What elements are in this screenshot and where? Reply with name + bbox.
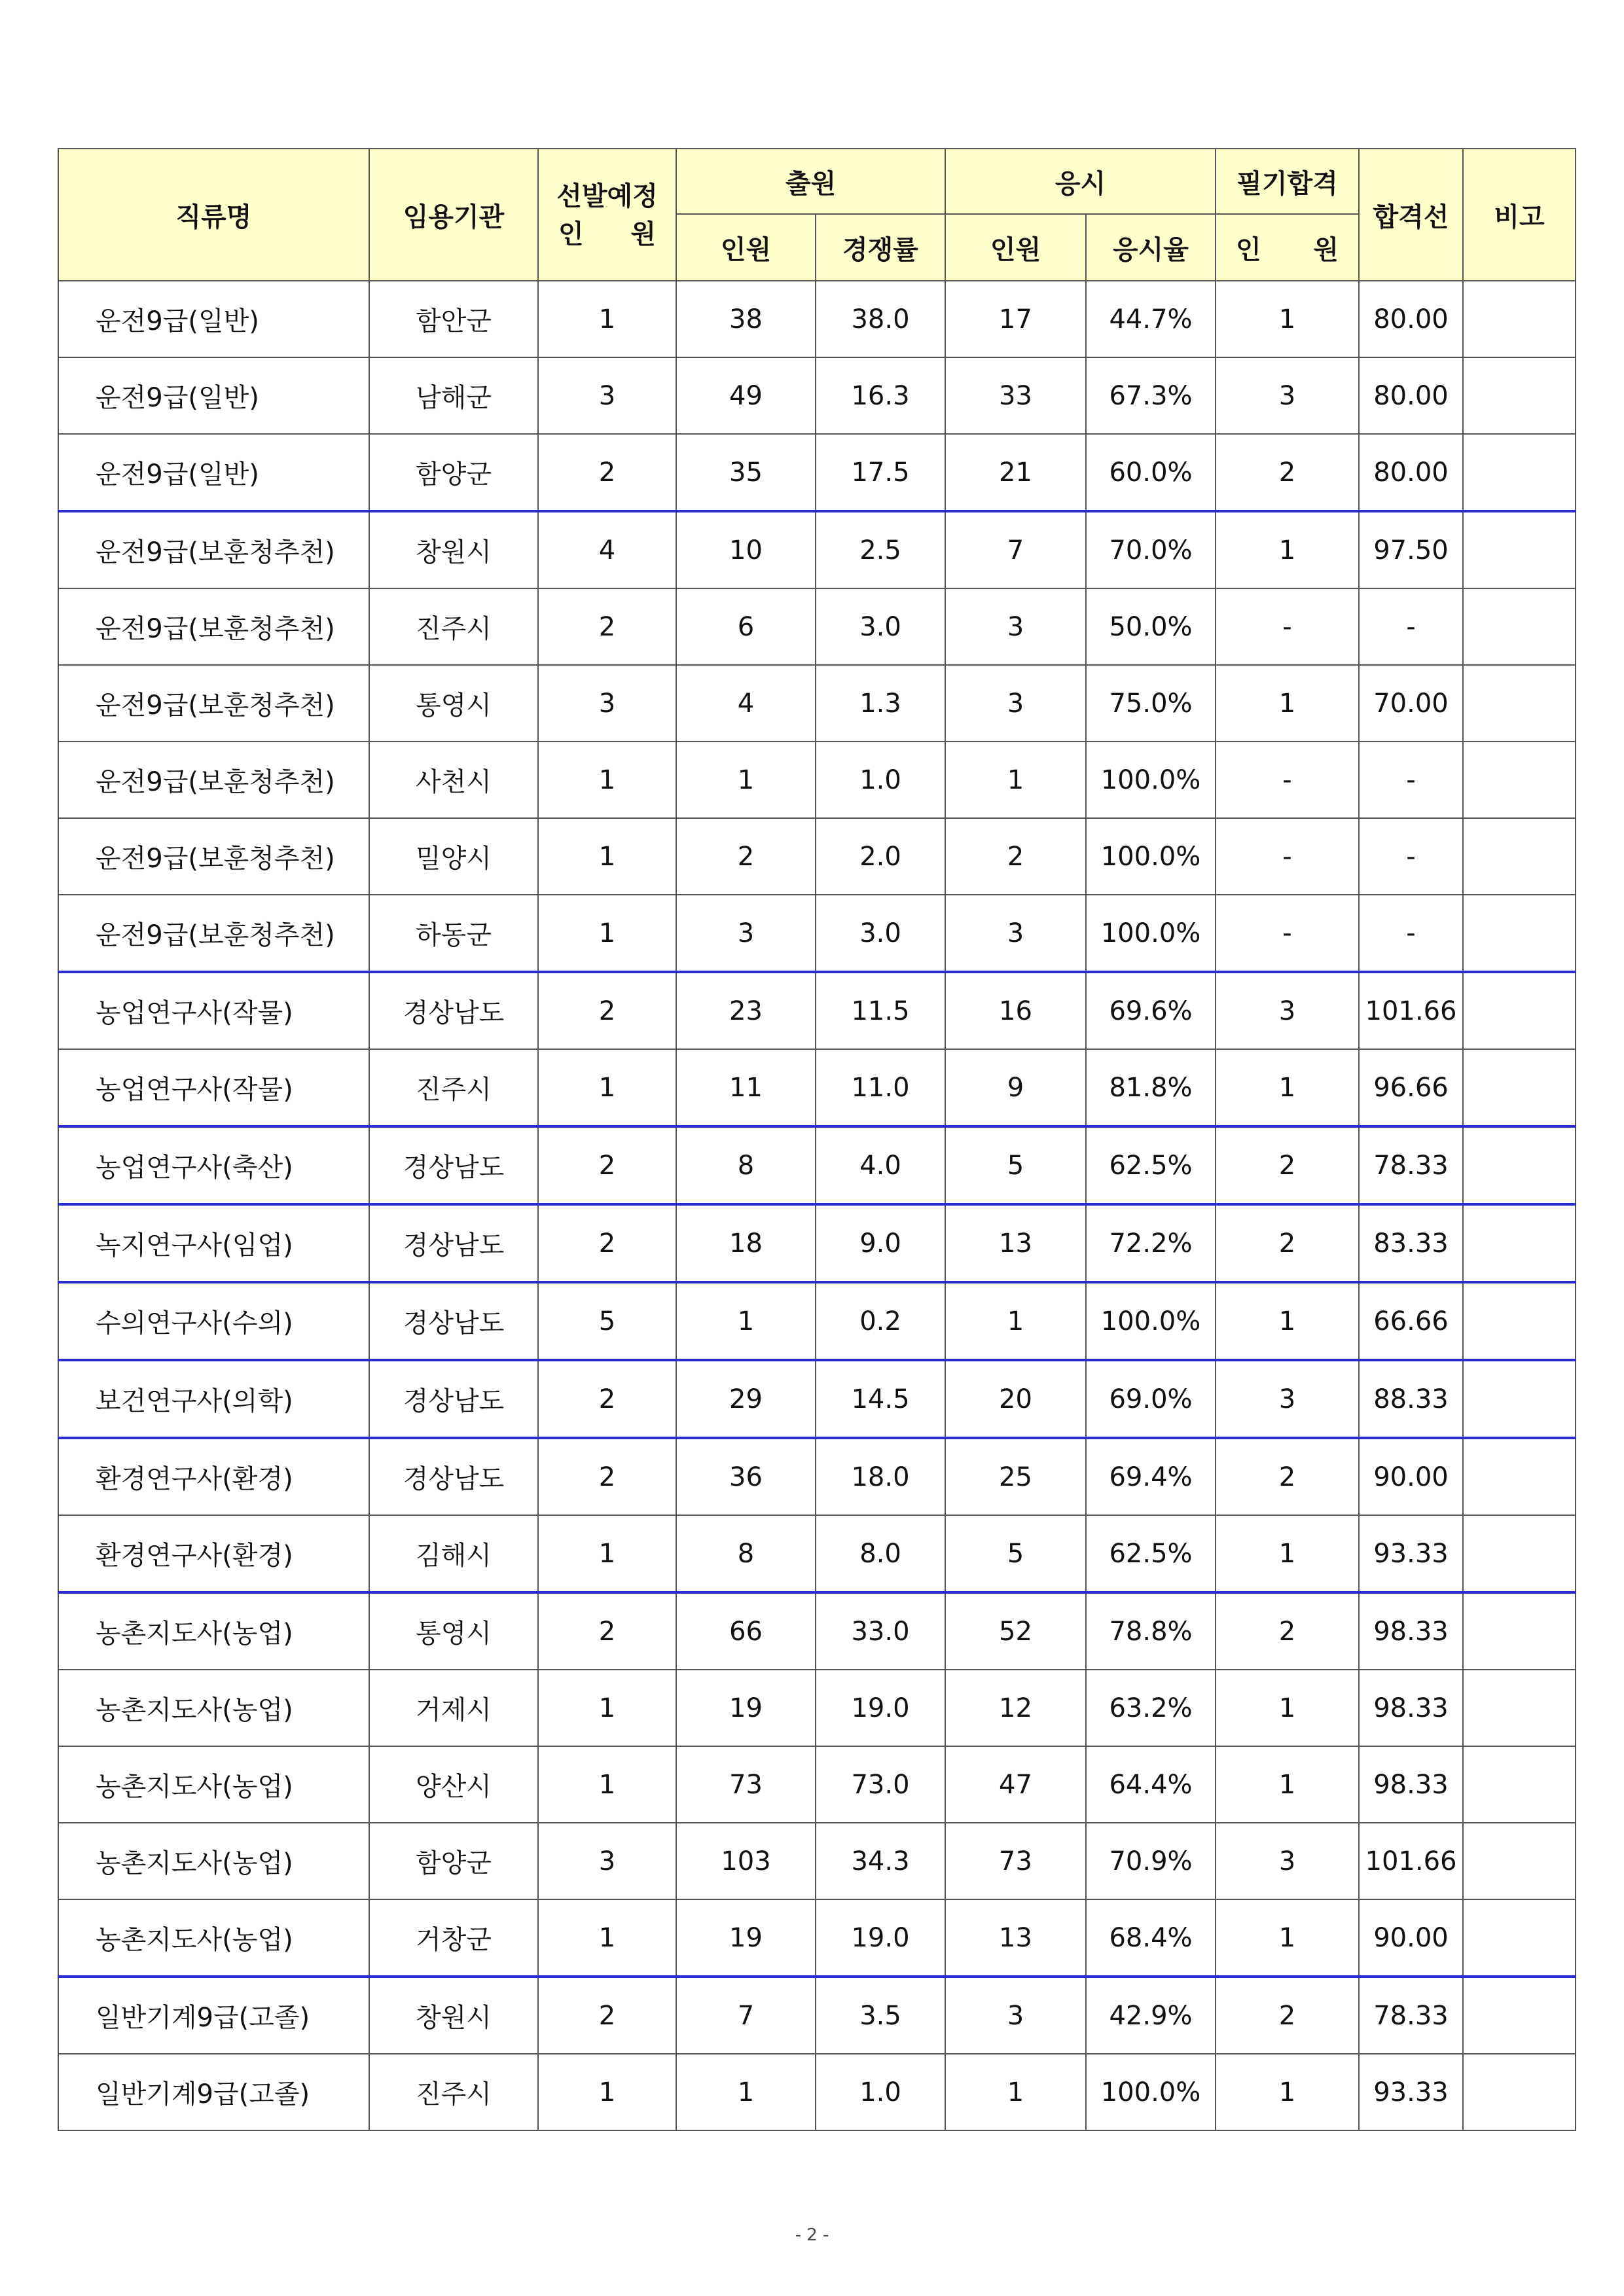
table-row xyxy=(58,1746,1576,1823)
cell-cutoff: 70.00 xyxy=(1359,665,1463,742)
cell-exam: 9 xyxy=(945,1049,1086,1126)
cell-agency: 경상남도 xyxy=(369,1204,538,1282)
cell-agency: 통영시 xyxy=(369,665,538,742)
cell-cutoff: 96.66 xyxy=(1359,1049,1463,1126)
table-row xyxy=(58,1823,1576,1899)
table-row xyxy=(58,1670,1576,1746)
cell-job: 녹지연구사(임업) xyxy=(58,1204,369,1282)
cell-exam: 47 xyxy=(945,1746,1086,1823)
cell-cutoff: - xyxy=(1359,588,1463,665)
cell-ratio: 17.5 xyxy=(816,434,945,511)
table-row xyxy=(58,511,1576,588)
cell-agency: 창원시 xyxy=(369,511,538,588)
cell-planned: 5 xyxy=(538,1282,676,1360)
header-applied: 출원 xyxy=(676,149,945,214)
cell-note xyxy=(1463,281,1576,357)
cell-cutoff: - xyxy=(1359,818,1463,895)
cell-applied: 6 xyxy=(676,588,816,665)
cell-applied: 36 xyxy=(676,1438,816,1515)
cell-ratio: 11.5 xyxy=(816,972,945,1049)
cell-exam: 20 xyxy=(945,1360,1086,1438)
cell-agency: 거창군 xyxy=(369,1899,538,1977)
header-written-pass: 필기합격 xyxy=(1216,149,1359,214)
cell-job: 운전9급(일반) xyxy=(58,281,369,357)
cell-note xyxy=(1463,1899,1576,1977)
cell-planned: 4 xyxy=(538,511,676,588)
cell-job: 보건연구사(의학) xyxy=(58,1360,369,1438)
cell-passed: 3 xyxy=(1216,357,1359,434)
header-applied-people: 인원 xyxy=(676,214,816,281)
cell-exam: 13 xyxy=(945,1899,1086,1977)
cell-ratio: 3.0 xyxy=(816,588,945,665)
cell-cutoff: 90.00 xyxy=(1359,1438,1463,1515)
cell-planned: 2 xyxy=(538,1438,676,1515)
cell-passed: - xyxy=(1216,895,1359,972)
cell-applied: 29 xyxy=(676,1360,816,1438)
cell-agency: 통영시 xyxy=(369,1592,538,1670)
page-number: - 2 - xyxy=(795,2225,829,2245)
table-row xyxy=(58,1438,1576,1515)
cell-applied: 8 xyxy=(676,1515,816,1592)
cell-note xyxy=(1463,588,1576,665)
cell-applied: 4 xyxy=(676,665,816,742)
table-row xyxy=(58,1977,1576,2054)
cell-rate: 50.0% xyxy=(1086,588,1216,665)
cell-cutoff: - xyxy=(1359,742,1463,818)
cell-rate: 78.8% xyxy=(1086,1592,1216,1670)
cell-agency: 진주시 xyxy=(369,2054,538,2130)
cell-passed: 2 xyxy=(1216,1438,1359,1515)
cell-planned: 1 xyxy=(538,742,676,818)
cell-job: 환경연구사(환경) xyxy=(58,1438,369,1515)
cell-cutoff: 97.50 xyxy=(1359,511,1463,588)
cell-passed: 1 xyxy=(1216,1049,1359,1126)
cell-passed: 1 xyxy=(1216,1282,1359,1360)
cell-cutoff: 90.00 xyxy=(1359,1899,1463,1977)
cell-cutoff: 80.00 xyxy=(1359,281,1463,357)
cell-note xyxy=(1463,511,1576,588)
cell-planned: 1 xyxy=(538,2054,676,2130)
table-row xyxy=(58,1592,1576,1670)
header-written-people xyxy=(1216,214,1359,281)
table-row xyxy=(58,1515,1576,1592)
header-planned xyxy=(538,149,676,281)
cell-note xyxy=(1463,1204,1576,1282)
cell-agency: 하동군 xyxy=(369,895,538,972)
cell-planned: 1 xyxy=(538,281,676,357)
cell-note xyxy=(1463,665,1576,742)
cell-cutoff: 80.00 xyxy=(1359,434,1463,511)
cell-passed: 1 xyxy=(1216,1515,1359,1592)
cell-passed: 1 xyxy=(1216,1746,1359,1823)
cell-rate: 62.5% xyxy=(1086,1515,1216,1592)
cell-planned: 1 xyxy=(538,1670,676,1746)
cell-job: 농촌지도사(농업) xyxy=(58,1899,369,1977)
header-planned-char-a: 인 xyxy=(558,219,584,249)
cell-ratio: 19.0 xyxy=(816,1670,945,1746)
cell-planned: 3 xyxy=(538,665,676,742)
cell-passed: - xyxy=(1216,742,1359,818)
cell-ratio: 73.0 xyxy=(816,1746,945,1823)
cell-note xyxy=(1463,1670,1576,1746)
cell-exam: 1 xyxy=(945,2054,1086,2130)
cell-planned: 1 xyxy=(538,1746,676,1823)
cell-cutoff: 78.33 xyxy=(1359,1126,1463,1204)
cell-note xyxy=(1463,1126,1576,1204)
cell-ratio: 16.3 xyxy=(816,357,945,434)
table-row xyxy=(58,281,1576,357)
cell-applied: 1 xyxy=(676,2054,816,2130)
cell-job: 농촌지도사(농업) xyxy=(58,1670,369,1746)
cell-applied: 11 xyxy=(676,1049,816,1126)
cell-ratio: 9.0 xyxy=(816,1204,945,1282)
table-row xyxy=(58,1282,1576,1360)
cell-ratio: 1.0 xyxy=(816,2054,945,2130)
cell-note xyxy=(1463,1438,1576,1515)
cell-ratio: 4.0 xyxy=(816,1126,945,1204)
cell-exam: 1 xyxy=(945,742,1086,818)
cell-rate: 62.5% xyxy=(1086,1126,1216,1204)
cell-cutoff: 101.66 xyxy=(1359,1823,1463,1899)
table-row xyxy=(58,972,1576,1049)
cell-exam: 1 xyxy=(945,1282,1086,1360)
cell-planned: 1 xyxy=(538,1049,676,1126)
cell-note xyxy=(1463,1592,1576,1670)
cell-ratio: 2.5 xyxy=(816,511,945,588)
cell-planned: 2 xyxy=(538,1977,676,2054)
cell-agency: 사천시 xyxy=(369,742,538,818)
cell-exam: 52 xyxy=(945,1592,1086,1670)
cell-exam: 5 xyxy=(945,1515,1086,1592)
cell-rate: 100.0% xyxy=(1086,742,1216,818)
cell-rate: 69.6% xyxy=(1086,972,1216,1049)
cell-exam: 7 xyxy=(945,511,1086,588)
table-row xyxy=(58,742,1576,818)
cell-applied: 19 xyxy=(676,1899,816,1977)
cell-applied: 8 xyxy=(676,1126,816,1204)
cell-cutoff: 93.33 xyxy=(1359,1515,1463,1592)
table-body xyxy=(58,281,1576,2130)
cell-rate: 100.0% xyxy=(1086,2054,1216,2130)
header-exam: 응시 xyxy=(945,149,1216,214)
cell-job: 농업연구사(작물) xyxy=(58,972,369,1049)
cell-ratio: 38.0 xyxy=(816,281,945,357)
cell-applied: 35 xyxy=(676,434,816,511)
cell-planned: 2 xyxy=(538,1360,676,1438)
cell-planned: 2 xyxy=(538,434,676,511)
cell-job: 농촌지도사(농업) xyxy=(58,1746,369,1823)
cell-agency: 김해시 xyxy=(369,1515,538,1592)
cell-exam: 13 xyxy=(945,1204,1086,1282)
cell-job: 운전9급(일반) xyxy=(58,434,369,511)
cell-note xyxy=(1463,1049,1576,1126)
cell-agency: 함양군 xyxy=(369,1823,538,1899)
cell-note xyxy=(1463,742,1576,818)
cell-ratio: 1.3 xyxy=(816,665,945,742)
cell-applied: 23 xyxy=(676,972,816,1049)
cell-rate: 100.0% xyxy=(1086,818,1216,895)
cell-applied: 19 xyxy=(676,1670,816,1746)
header-planned-line1: 선발예정 xyxy=(556,181,658,211)
cell-passed: 1 xyxy=(1216,665,1359,742)
cell-exam: 3 xyxy=(945,1977,1086,2054)
header-planned-char-b: 원 xyxy=(630,219,656,249)
cell-planned: 2 xyxy=(538,1204,676,1282)
cell-rate: 64.4% xyxy=(1086,1746,1216,1823)
cell-job: 운전9급(보훈청추천) xyxy=(58,665,369,742)
cell-cutoff: 98.33 xyxy=(1359,1670,1463,1746)
cell-agency: 진주시 xyxy=(369,1049,538,1126)
cell-exam: 17 xyxy=(945,281,1086,357)
cell-ratio: 0.2 xyxy=(816,1282,945,1360)
cell-exam: 5 xyxy=(945,1126,1086,1204)
cell-rate: 70.0% xyxy=(1086,511,1216,588)
cell-agency: 밀양시 xyxy=(369,818,538,895)
cell-cutoff: 83.33 xyxy=(1359,1204,1463,1282)
cell-passed: 2 xyxy=(1216,1592,1359,1670)
cell-agency: 경상남도 xyxy=(369,972,538,1049)
cell-planned: 2 xyxy=(538,972,676,1049)
cell-passed: 1 xyxy=(1216,2054,1359,2130)
cell-exam: 73 xyxy=(945,1823,1086,1899)
cell-agency: 경상남도 xyxy=(369,1360,538,1438)
header-agency: 임용기관 xyxy=(369,149,538,281)
cell-agency: 남해군 xyxy=(369,357,538,434)
cell-note xyxy=(1463,818,1576,895)
results-table xyxy=(58,148,1576,2131)
table-row xyxy=(58,1126,1576,1204)
cell-applied: 73 xyxy=(676,1746,816,1823)
cell-rate: 67.3% xyxy=(1086,357,1216,434)
cell-ratio: 1.0 xyxy=(816,742,945,818)
cell-applied: 10 xyxy=(676,511,816,588)
table-row xyxy=(58,1049,1576,1126)
cell-rate: 100.0% xyxy=(1086,1282,1216,1360)
cell-job: 운전9급(보훈청추천) xyxy=(58,742,369,818)
cell-job: 농업연구사(작물) xyxy=(58,1049,369,1126)
cell-note xyxy=(1463,2054,1576,2130)
cell-agency: 경상남도 xyxy=(369,1282,538,1360)
table-row xyxy=(58,357,1576,434)
cell-note xyxy=(1463,1360,1576,1438)
cell-ratio: 3.0 xyxy=(816,895,945,972)
cell-job: 농촌지도사(농업) xyxy=(58,1592,369,1670)
cell-rate: 69.0% xyxy=(1086,1360,1216,1438)
table-row xyxy=(58,1899,1576,1977)
cell-cutoff: 101.66 xyxy=(1359,972,1463,1049)
cell-exam: 25 xyxy=(945,1438,1086,1515)
table-row xyxy=(58,818,1576,895)
cell-passed: 2 xyxy=(1216,1977,1359,2054)
cell-exam: 3 xyxy=(945,588,1086,665)
cell-agency: 경상남도 xyxy=(369,1438,538,1515)
cell-job: 운전9급(보훈청추천) xyxy=(58,511,369,588)
cell-exam: 33 xyxy=(945,357,1086,434)
cell-rate: 72.2% xyxy=(1086,1204,1216,1282)
cell-agency: 경상남도 xyxy=(369,1126,538,1204)
header-written-char-b: 원 xyxy=(1313,234,1339,265)
cell-passed: 2 xyxy=(1216,1126,1359,1204)
cell-rate: 81.8% xyxy=(1086,1049,1216,1126)
cell-exam: 12 xyxy=(945,1670,1086,1746)
cell-ratio: 18.0 xyxy=(816,1438,945,1515)
cell-exam: 21 xyxy=(945,434,1086,511)
table-row xyxy=(58,1204,1576,1282)
cell-note xyxy=(1463,434,1576,511)
cell-job: 운전9급(보훈청추천) xyxy=(58,588,369,665)
cell-note xyxy=(1463,1746,1576,1823)
cell-passed: - xyxy=(1216,818,1359,895)
cell-job: 일반기계9급(고졸) xyxy=(58,2054,369,2130)
cell-note xyxy=(1463,1515,1576,1592)
table-header xyxy=(58,149,1576,281)
cell-passed: 2 xyxy=(1216,1204,1359,1282)
cell-planned: 3 xyxy=(538,357,676,434)
cell-rate: 44.7% xyxy=(1086,281,1216,357)
cell-applied: 49 xyxy=(676,357,816,434)
cell-agency: 함양군 xyxy=(369,434,538,511)
cell-agency: 창원시 xyxy=(369,1977,538,2054)
cell-ratio: 33.0 xyxy=(816,1592,945,1670)
table-row xyxy=(58,1360,1576,1438)
cell-planned: 1 xyxy=(538,895,676,972)
cell-rate: 75.0% xyxy=(1086,665,1216,742)
header-applied-ratio: 경쟁률 xyxy=(816,214,945,281)
cell-exam: 3 xyxy=(945,895,1086,972)
cell-ratio: 2.0 xyxy=(816,818,945,895)
cell-note xyxy=(1463,1823,1576,1899)
cell-planned: 3 xyxy=(538,1823,676,1899)
cell-job: 수의연구사(수의) xyxy=(58,1282,369,1360)
cell-ratio: 19.0 xyxy=(816,1899,945,1977)
cell-applied: 18 xyxy=(676,1204,816,1282)
cell-job: 운전9급(보훈청추천) xyxy=(58,818,369,895)
cell-rate: 68.4% xyxy=(1086,1899,1216,1977)
header-cutoff: 합격선 xyxy=(1359,149,1463,281)
cell-applied: 1 xyxy=(676,742,816,818)
cell-applied: 103 xyxy=(676,1823,816,1899)
cell-note xyxy=(1463,1977,1576,2054)
cell-applied: 3 xyxy=(676,895,816,972)
cell-passed: - xyxy=(1216,588,1359,665)
table-row xyxy=(58,665,1576,742)
cell-job: 운전9급(일반) xyxy=(58,357,369,434)
cell-planned: 2 xyxy=(538,1592,676,1670)
header-note: 비고 xyxy=(1463,149,1576,281)
cell-passed: 3 xyxy=(1216,972,1359,1049)
cell-rate: 100.0% xyxy=(1086,895,1216,972)
cell-agency: 양산시 xyxy=(369,1746,538,1823)
cell-cutoff: 88.33 xyxy=(1359,1360,1463,1438)
cell-cutoff: 98.33 xyxy=(1359,1746,1463,1823)
cell-applied: 66 xyxy=(676,1592,816,1670)
header-exam-people: 인원 xyxy=(945,214,1086,281)
cell-planned: 1 xyxy=(538,818,676,895)
cell-job: 농촌지도사(농업) xyxy=(58,1823,369,1899)
cell-job: 일반기계9급(고졸) xyxy=(58,1977,369,2054)
cell-rate: 63.2% xyxy=(1086,1670,1216,1746)
cell-rate: 42.9% xyxy=(1086,1977,1216,2054)
cell-cutoff: 80.00 xyxy=(1359,357,1463,434)
cell-applied: 38 xyxy=(676,281,816,357)
cell-cutoff: 98.33 xyxy=(1359,1592,1463,1670)
cell-cutoff: - xyxy=(1359,895,1463,972)
cell-agency: 진주시 xyxy=(369,588,538,665)
cell-exam: 3 xyxy=(945,665,1086,742)
cell-planned: 1 xyxy=(538,1515,676,1592)
cell-applied: 2 xyxy=(676,818,816,895)
cell-rate: 70.9% xyxy=(1086,1823,1216,1899)
header-written-char-a: 인 xyxy=(1236,234,1261,265)
cell-passed: 3 xyxy=(1216,1823,1359,1899)
cell-job: 농업연구사(축산) xyxy=(58,1126,369,1204)
cell-note xyxy=(1463,972,1576,1049)
cell-note xyxy=(1463,357,1576,434)
table-row xyxy=(58,895,1576,972)
header-job: 직류명 xyxy=(58,149,369,281)
table-row xyxy=(58,434,1576,511)
cell-passed: 2 xyxy=(1216,434,1359,511)
cell-planned: 1 xyxy=(538,1899,676,1977)
cell-planned: 2 xyxy=(538,588,676,665)
header-exam-rate: 응시율 xyxy=(1086,214,1216,281)
cell-exam: 2 xyxy=(945,818,1086,895)
cell-passed: 3 xyxy=(1216,1360,1359,1438)
cell-planned: 2 xyxy=(538,1126,676,1204)
cell-exam: 16 xyxy=(945,972,1086,1049)
cell-ratio: 11.0 xyxy=(816,1049,945,1126)
cell-ratio: 14.5 xyxy=(816,1360,945,1438)
cell-job: 운전9급(보훈청추천) xyxy=(58,895,369,972)
cell-passed: 1 xyxy=(1216,1899,1359,1977)
cell-cutoff: 93.33 xyxy=(1359,2054,1463,2130)
cell-rate: 60.0% xyxy=(1086,434,1216,511)
cell-cutoff: 66.66 xyxy=(1359,1282,1463,1360)
header-planned-line2 xyxy=(539,213,676,251)
cell-note xyxy=(1463,895,1576,972)
cell-passed: 1 xyxy=(1216,281,1359,357)
cell-ratio: 3.5 xyxy=(816,1977,945,2054)
cell-applied: 7 xyxy=(676,1977,816,2054)
table-row xyxy=(58,588,1576,665)
cell-rate: 69.4% xyxy=(1086,1438,1216,1515)
cell-passed: 1 xyxy=(1216,511,1359,588)
cell-ratio: 34.3 xyxy=(816,1823,945,1899)
header-written-people-spread xyxy=(1216,229,1358,266)
cell-ratio: 8.0 xyxy=(816,1515,945,1592)
cell-applied: 1 xyxy=(676,1282,816,1360)
cell-job: 환경연구사(환경) xyxy=(58,1515,369,1592)
cell-passed: 1 xyxy=(1216,1670,1359,1746)
table-row xyxy=(58,2054,1576,2130)
cell-agency: 거제시 xyxy=(369,1670,538,1746)
cell-agency: 함안군 xyxy=(369,281,538,357)
cell-cutoff: 78.33 xyxy=(1359,1977,1463,2054)
cell-note xyxy=(1463,1282,1576,1360)
